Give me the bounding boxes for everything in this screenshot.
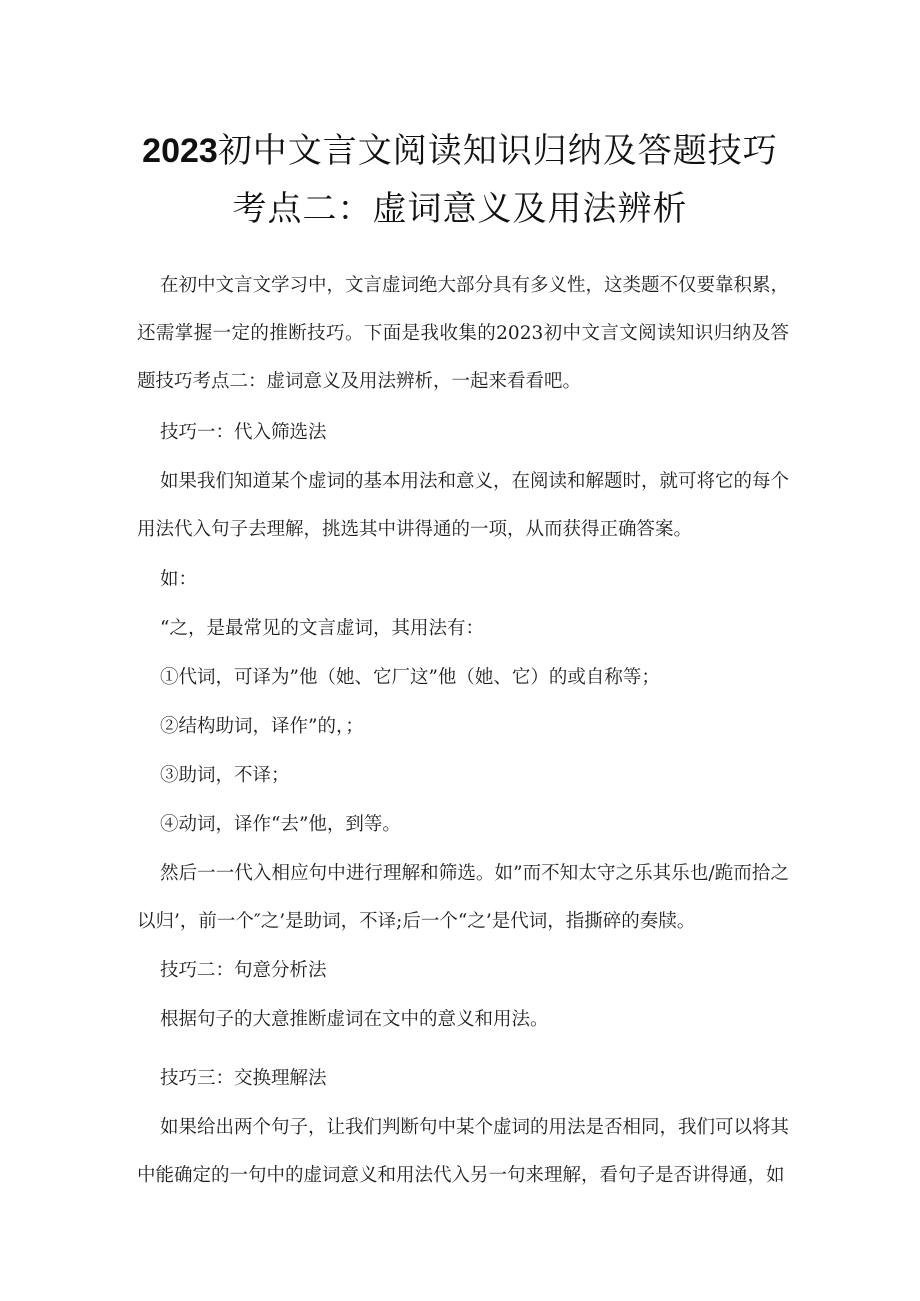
usage-item-4: ④动词，译作“去”他，到等。 bbox=[160, 814, 401, 835]
substitution-example-paragraph: 然后一一代入相应句中进行理解和筛选。如”而不知太守之乐其乐也/跪而拾之以归’，前一个″之’是助词，不译;后一个“之’是代词，指撕碎的奏牍。 bbox=[137, 863, 789, 932]
technique-1-paragraph: 如果我们知道某个虚词的基本用法和意义，在阅读和解题时，就可将它的每个用法代入句子去理解，挑选其中讲得通的一项，从而获得正确答案。 bbox=[137, 471, 790, 540]
technique-3-paragraph: 如果给出两个句子，让我们判断句中某个虚词的用法是否相同，我们可以将其中能确定的一句中的虚词意义和用法代入另一句来理解，看句子是否讲得通，如 bbox=[137, 1117, 790, 1186]
usage-item-2: ②结构助词，译作”的，； bbox=[160, 716, 364, 737]
zhi-usage-intro: “之，是最常见的文言虚词，其用法有： bbox=[160, 618, 484, 639]
intro-paragraph: 在初中文言文学习中，文言虚词绝大部分具有多义性，这类题不仅要靠积累，还需掌握一定的推断技巧。下面是我收集的2023初中文言文阅读知识归纳及答题技巧考点二：虚词意义及用法辨析，一起来看看吧。 bbox=[137, 275, 790, 392]
usage-item-3: ③助词，不译； bbox=[160, 765, 290, 786]
example-label: 如： bbox=[160, 569, 198, 590]
title-year: 2023 bbox=[142, 132, 218, 170]
title-main-text: 初中文言文阅读知识归纳及答题技巧 bbox=[217, 131, 778, 171]
technique-3-heading: 技巧三：交换理解法 bbox=[160, 1068, 327, 1089]
document-title-line-1 bbox=[0, 131, 920, 171]
technique-1-heading: 技巧一：代入筛选法 bbox=[160, 422, 327, 443]
document-title-line-2: 考点二：虚词意义及用法辨析 bbox=[232, 189, 688, 229]
technique-2-paragraph: 根据句子的大意推断虚词在文中的意义和用法。 bbox=[160, 1009, 549, 1030]
technique-2-heading: 技巧二：句意分析法 bbox=[160, 960, 327, 981]
usage-item-1: ①代词，可译为”他（她、它厂这”他（她、它）的或自称等； bbox=[160, 667, 660, 688]
